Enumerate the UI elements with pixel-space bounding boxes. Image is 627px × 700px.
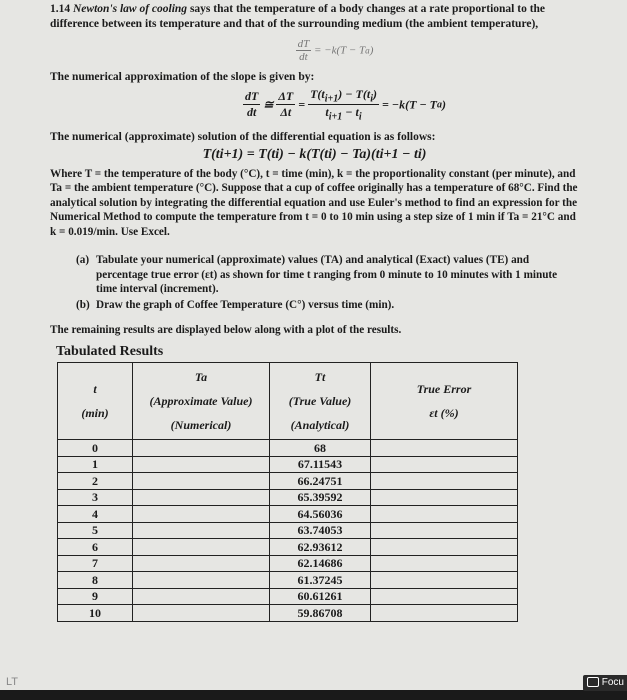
- cell-t: 5: [58, 522, 133, 539]
- table-row: [58, 588, 518, 605]
- header-t: t: [93, 382, 97, 397]
- task-label-a: (a): [76, 254, 90, 267]
- cell-err: [371, 572, 518, 589]
- eq2-rhs-den-mid: − t: [342, 105, 359, 120]
- cell-tt: 61.37245: [270, 572, 371, 589]
- focus-button[interactable]: [583, 675, 627, 691]
- eq2-tail-sub: a: [437, 99, 443, 111]
- table-row: [58, 440, 518, 457]
- eq2-tail: = −k(T − T: [381, 97, 438, 112]
- cell-err: [371, 539, 518, 556]
- cell-tt: 66.24751: [270, 473, 371, 490]
- cell-tt: 62.93612: [270, 539, 371, 556]
- slope-lead: The numerical approximation of the slope is given by:: [50, 71, 315, 83]
- cell-tt: 63.74053: [270, 522, 371, 539]
- cell-err: [371, 456, 518, 473]
- header-ta-l2: (Numerical): [170, 418, 232, 433]
- results-table: [57, 362, 518, 622]
- cell-t: 7: [58, 555, 133, 572]
- cell-tt: 65.39592: [270, 489, 371, 506]
- slope-equation: [110, 87, 579, 123]
- cell-ta: [133, 440, 270, 457]
- cell-err: [371, 522, 518, 539]
- cell-t: 1: [58, 456, 133, 473]
- header-err-l2: εt (%): [429, 406, 459, 421]
- table-header-row: [58, 363, 518, 440]
- solution-lead: The numerical (approximate) solution of the differential equation is as follows:: [50, 130, 436, 143]
- table-title: Tabulated Results: [56, 344, 164, 360]
- task-item-a: [76, 253, 579, 297]
- eq2-rhs-num-a: T(t: [310, 87, 325, 101]
- header-tt-l2: (Analytical): [290, 418, 350, 433]
- cell-tt: 62.14686: [270, 555, 371, 572]
- task-label-b: (b): [76, 298, 90, 311]
- cell-ta: [133, 572, 270, 589]
- eq2-mid-den: Δt: [280, 105, 292, 120]
- table-row: [58, 489, 518, 506]
- table-row: [58, 456, 518, 473]
- eq2-mid-num: ΔT: [278, 89, 294, 104]
- bottom-bar: [0, 690, 627, 700]
- header-true: [270, 363, 371, 440]
- eq2-lhs-num: dT: [244, 89, 259, 104]
- cell-t: 9: [58, 588, 133, 605]
- cell-err: [371, 489, 518, 506]
- eq2-approx: ≅: [263, 97, 274, 112]
- eq2-rhs-den-sub2: i: [358, 111, 362, 123]
- cell-err: [371, 440, 518, 457]
- cell-t: 2: [58, 473, 133, 490]
- cell-tt: 67.11543: [270, 456, 371, 473]
- table-row: [58, 506, 518, 523]
- intro-text: says that the temperature of a body changes at a rate proportional to the difference between its temperature and that of the surrounding medium (the ambient temperature),: [50, 3, 546, 30]
- table-row: [58, 572, 518, 589]
- eq2-rhs-den-a: t: [325, 105, 329, 120]
- task-text-b: Draw the graph of Coffee Temperature (C°) versus time (min).: [96, 298, 395, 311]
- cell-ta: [133, 489, 270, 506]
- eq2-rhs-num-end: ): [372, 87, 377, 101]
- eq1-denominator: dt: [299, 51, 308, 63]
- cell-tt: 68: [270, 440, 371, 457]
- cell-tt: 64.56036: [270, 506, 371, 523]
- cell-t: 3: [58, 489, 133, 506]
- header-ta-l1: (Approximate Value): [149, 394, 253, 409]
- header-approx: [133, 363, 270, 440]
- header-tt-l1: (True Value): [288, 394, 352, 409]
- differential-equation: [90, 38, 579, 63]
- eq1-numerator: dT: [297, 38, 310, 50]
- eq2-lhs-den: dt: [246, 105, 257, 120]
- cell-ta: [133, 522, 270, 539]
- header-time: [58, 363, 133, 440]
- table-row: [58, 605, 518, 622]
- eq2-tail-end: ): [442, 97, 447, 112]
- cell-t: 4: [58, 506, 133, 523]
- law-name: Newton's law of cooling: [73, 3, 188, 15]
- table-row: [58, 473, 518, 490]
- cell-ta: [133, 555, 270, 572]
- cell-ta: [133, 456, 270, 473]
- header-t-unit: (min): [81, 406, 109, 421]
- cell-tt: 59.86708: [270, 605, 371, 622]
- task-list: [50, 253, 579, 312]
- cell-tt: 60.61261: [270, 588, 371, 605]
- header-tt: Tt: [314, 370, 326, 385]
- corner-glyph: LT: [6, 676, 19, 688]
- task-text-a: Tabulate your numerical (approximate) values (TA) and analytical (Exact) values (TE) and percentage true error (εt) as shown for time t ranging from 0 minute to 10 minutes with 1 minute time interval (increment).: [96, 254, 558, 296]
- cell-t: 6: [58, 539, 133, 556]
- eq2-rhs-den-sub1: i+1: [328, 111, 343, 123]
- eq2-rhs-num-sub1: i+1: [324, 93, 339, 105]
- eq1-sub: a: [365, 45, 370, 56]
- cell-err: [371, 555, 518, 572]
- table-row: [58, 522, 518, 539]
- remaining-text: The remaining results are displayed below along with a plot of the results.: [50, 324, 402, 337]
- cell-ta: [133, 539, 270, 556]
- eq2-rhs-num-sub2: i: [370, 93, 373, 105]
- eq2-rhs-den: [308, 105, 379, 122]
- cell-err: [371, 506, 518, 523]
- cell-t: 8: [58, 572, 133, 589]
- table-row: [58, 555, 518, 572]
- focus-icon: [587, 677, 599, 687]
- eq1-close: ): [369, 44, 374, 57]
- eq2-rhs-num-mid: ) − T(t: [338, 87, 371, 101]
- cell-ta: [133, 588, 270, 605]
- cell-err: [371, 473, 518, 490]
- cell-ta: [133, 605, 270, 622]
- problem-number: 1.14: [50, 3, 71, 15]
- eq1-rhs: = −k(T − T: [314, 44, 366, 57]
- header-error: [371, 363, 518, 440]
- eq2-equals: =: [298, 97, 306, 112]
- intro-paragraph: [50, 2, 579, 32]
- euler-equation: T(ti+1) = T(ti) − k(T(ti) − Ta)(ti+1 − ti): [202, 146, 427, 162]
- table-row: [58, 539, 518, 556]
- focus-label: Focu: [601, 677, 624, 688]
- cell-ta: [133, 506, 270, 523]
- cell-err: [371, 588, 518, 605]
- task-item-b: [76, 298, 579, 313]
- header-ta: Ta: [194, 370, 208, 385]
- cell-err: [371, 605, 518, 622]
- header-err: True Error: [416, 382, 472, 397]
- problem-paragraph: Where T = the temperature of the body (°C), t = time (min), k = the proportionality constant (per minute), and Ta = the ambient temperature (°C). Suppose that a cup of coffee originally has a temperature of 68°C. Find the analytical solution by integrating the differential equation and use Euler's method to find an expression for the Numerical Method to compute the temperature from t = 0 to 10 min using a step size of 1 min if Ta = 21°C and k = 0.019/min. Use Excel.: [50, 167, 578, 238]
- eq2-rhs-num: [308, 87, 379, 105]
- cell-t: 10: [58, 605, 133, 622]
- cell-t: 0: [58, 440, 133, 457]
- cell-ta: [133, 473, 270, 490]
